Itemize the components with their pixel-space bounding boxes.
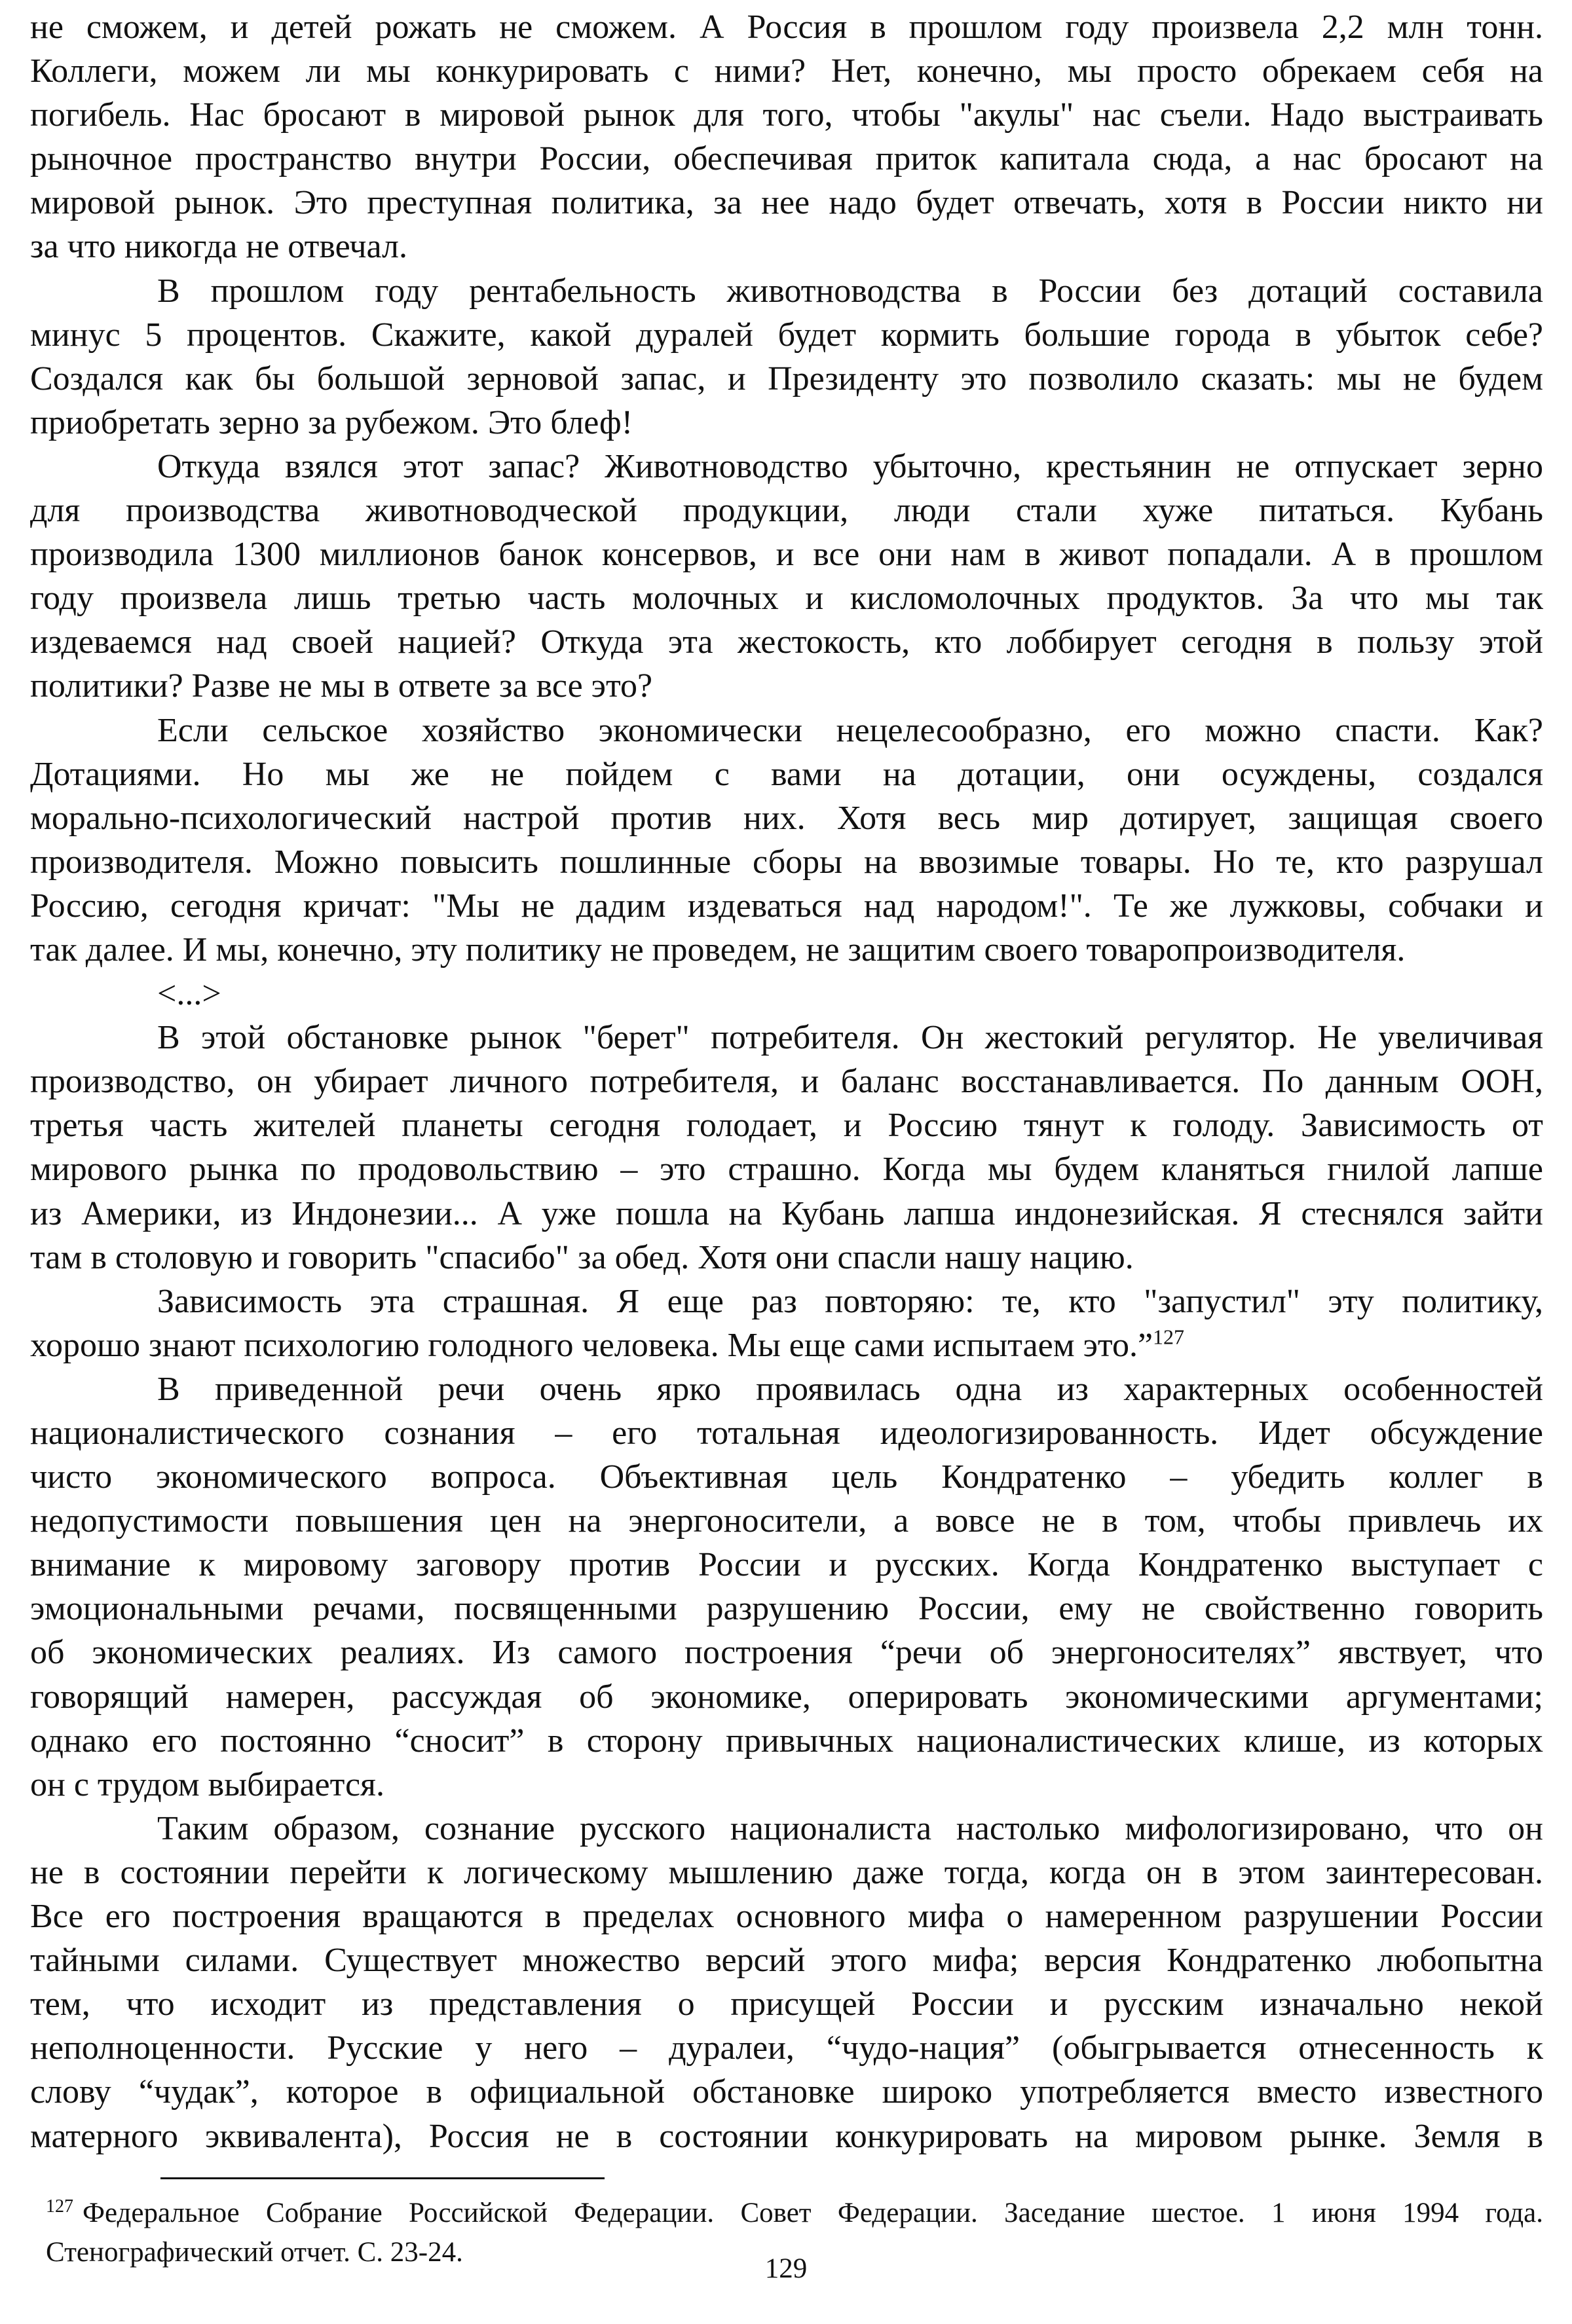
footnote-divider: [160, 2177, 605, 2179]
line-text: В приведенной речи очень ярко проявилась одна из характерных особенностей: [157, 1370, 1543, 1408]
text-line: [30, 1982, 1543, 2026]
footnote-number: 127: [46, 2196, 73, 2217]
text-line: [30, 1631, 1543, 1674]
footnote-text: Федеральное Собрание Российской Федерации. Совет Федерации. Заседание шестое. 1 июня 1994 года.: [83, 2198, 1543, 2228]
text-line: [30, 1367, 1543, 1411]
text-line: [30, 401, 1543, 445]
text-line: [30, 489, 1543, 532]
text-line: [30, 1236, 1543, 1280]
line-text: В прошлом году рентабельность животноводства в России без дотаций составила: [157, 272, 1543, 310]
line-text: издеваемся над своей нацией? Откуда эта жестокость, кто лоббирует сегодня в пользу этой: [30, 623, 1543, 661]
line-text: производителя. Можно повысить пошлинные сборы на ввозимые товары. Но те, кто разрушал: [30, 843, 1543, 881]
line-text: внимание к мировому заговору против России и русских. Когда Кондратенко выступает с: [30, 1546, 1543, 1584]
line-text: не в состоянии перейти к логическому мышлению даже тогда, когда он в этом заинтересован.: [30, 1853, 1543, 1891]
text-line: [30, 313, 1543, 357]
line-text: Таким образом, сознание русского националиста настолько мифологизировано, что он: [157, 1809, 1543, 1847]
line-text: морально-психологический настрой против них. Хотя весь мир дотирует, защищая своего: [30, 799, 1543, 837]
text-line: [30, 576, 1543, 620]
line-text: тайными силами. Существует множество версий этого мифа; версия Кондратенко любопытна: [30, 1942, 1543, 1980]
line-text: Дотациями. Но мы же не пойдем с вами на дотации, они осуждены, создался: [30, 755, 1543, 793]
footnote-text: Стенографический отчет. С. 23-24.: [46, 2237, 463, 2268]
line-text: Если сельское хозяйство экономически нецелесообразно, его можно спасти. Как?: [157, 711, 1543, 749]
line-text: чисто экономического вопроса. Объективная цель Кондратенко – убедить коллег в: [30, 1458, 1543, 1496]
text-line: [30, 884, 1543, 928]
text-line: [30, 1016, 1543, 1060]
text-line: [30, 5, 1543, 49]
line-text: погибель. Нас бросают в мировой рынок для того, чтобы "акулы" нас съели. Надо выстраивать: [30, 96, 1543, 134]
text-line: [30, 1807, 1543, 1851]
text-line: [30, 2114, 1543, 2158]
footnote-reference[interactable]: 127: [1153, 1325, 1185, 1349]
page-number: 129: [764, 2253, 808, 2284]
footnote-line: [46, 2194, 1543, 2233]
body-text: [30, 5, 1543, 2158]
line-text: приобретать зерно за рубежом. Это блеф!: [30, 403, 633, 441]
line-text: там в столовую и говорить "спасибо" за обед. Хотя они спасли нашу нацию.: [30, 1238, 1134, 1276]
text-line: [30, 796, 1543, 840]
line-text: недопустимости повышения цен на энергоносители, а вовсе не в том, чтобы привлечь их: [30, 1502, 1543, 1540]
line-text: хорошо знают психологию голодного человека. Мы еще сами испытаем это.”: [30, 1326, 1153, 1364]
text-line: [30, 1543, 1543, 1587]
line-text: производила 1300 миллионов банок консервов, и все они нам в живот попадали. А в прошлом: [30, 536, 1543, 574]
text-line: [30, 1192, 1543, 1236]
line-text: об экономических реалиях. Из самого построения “речи об энергоносителях” явствует, что: [30, 1634, 1543, 1672]
text-line: [30, 269, 1543, 313]
text-line: [30, 1147, 1543, 1191]
line-text: третья часть жителей планеты сегодня голодает, и Россию тянут к голоду. Зависимость от: [30, 1107, 1543, 1145]
text-line: [30, 225, 1543, 268]
text-line: [30, 357, 1543, 401]
line-text: не сможем, и детей рожать не сможем. А Россия в прошлом году произвела 2,2 млн тонн.: [30, 9, 1543, 46]
line-text: <...>: [157, 975, 221, 1013]
line-text: Создался как бы большой зерновой запас, и Президенту это позволило сказать: мы не будем: [30, 360, 1543, 397]
line-text: для производства животноводческой продукции, люди стали хуже питаться. Кубань: [30, 492, 1543, 530]
text-line: [30, 709, 1543, 752]
line-text: политики? Разве не мы в ответе за все это?: [30, 667, 653, 705]
line-text: он с трудом выбирается.: [30, 1765, 384, 1803]
text-line: [30, 664, 1543, 708]
paragraph: [30, 5, 1543, 269]
line-text: матерного эквивалента), Россия не в состоянии конкурировать на мировом рынке. Земля в: [30, 2117, 1543, 2155]
paragraph: [30, 1367, 1543, 1807]
line-text: националистического сознания – его тотальная идеологизированность. Идет обсуждение: [30, 1414, 1543, 1452]
text-line: [30, 1675, 1543, 1719]
text-line: [30, 93, 1543, 137]
line-text: из Америки, из Индонезии... А уже пошла на Кубань лапша индонезийская. Я стеснялся зайти: [30, 1194, 1543, 1232]
text-line: [30, 181, 1543, 225]
line-text: Россию, сегодня кричат: "Мы не дадим издеваться над народом!". Те же лужковы, собчаки и: [30, 887, 1543, 925]
text-line: [30, 2026, 1543, 2070]
text-line: [30, 49, 1543, 93]
text-line: [30, 1719, 1543, 1763]
text-line: [30, 972, 1543, 1016]
paragraph: [30, 269, 1543, 445]
line-text: рыночное пространство внутри России, обеспечивая приток капитала сюда, а нас бросают на: [30, 140, 1543, 178]
line-text: Все его построения вращаются в пределах основного мифа о намеренном разрушении России: [30, 1898, 1543, 1936]
text-line: [30, 620, 1543, 664]
line-text: неполноценности. Русские у него – дуралеи, “чудо-нация” (обыгрывается отнесенность к: [30, 2029, 1543, 2067]
text-line: [30, 1411, 1543, 1455]
line-text: однако его постоянно “сносит” в сторону привычных националистических клише, из которых: [30, 1722, 1543, 1760]
text-line: [30, 445, 1543, 489]
line-text: производство, он убирает личного потребителя, и баланс восстанавливается. По данным ООН,: [30, 1063, 1543, 1101]
line-text: Коллеги, можем ли мы конкурировать с ними? Нет, конечно, мы просто обрекаем себя на: [30, 52, 1543, 90]
text-line: [30, 840, 1543, 884]
paragraph: [30, 972, 1543, 1016]
paragraph: [30, 1280, 1543, 1367]
text-line: [30, 1499, 1543, 1543]
text-line: [30, 928, 1543, 972]
line-text: тем, что исходит из представления о присущей России и русским изначально некой: [30, 1985, 1543, 2023]
text-line: [30, 1060, 1543, 1103]
text-line: [30, 1938, 1543, 1982]
line-text: так далее. И мы, конечно, эту политику не проведем, не защитим своего товаропроизводителя.: [30, 931, 1406, 968]
line-text: эмоциональными речами, посвященными разрушению России, ему не свойственно говорить: [30, 1590, 1543, 1628]
line-text: мирового рынка по продовольствию – это страшно. Когда мы будем кланяться гнилой лапше: [30, 1151, 1543, 1189]
text-line: [30, 1323, 1543, 1367]
text-line: [30, 1587, 1543, 1631]
text-line: [30, 1763, 1543, 1807]
text-line: [30, 752, 1543, 796]
line-text: говорящий намерен, рассуждая об экономике, оперировать экономическими аргументами;: [30, 1678, 1543, 1716]
paragraph: [30, 1807, 1543, 2158]
line-text: году произвела лишь третью часть молочных и кисломолочных продуктов. За что мы так: [30, 580, 1543, 618]
text-line: [30, 532, 1543, 576]
paragraph: [30, 445, 1543, 709]
line-text: минус 5 процентов. Скажите, какой дуралей будет кормить большие города в убыток себе?: [30, 316, 1543, 354]
line-text: слову “чудак”, которое в официальной обстановке широко употребляется вместо известного: [30, 2073, 1543, 2111]
line-text: Зависимость эта страшная. Я еще раз повторяю: те, кто "запустил" эту политику,: [157, 1282, 1543, 1320]
text-line: [30, 1280, 1543, 1323]
text-line: [30, 1894, 1543, 1938]
line-text: В этой обстановке рынок "берет" потребителя. Он жестокий регулятор. Не увеличивая: [157, 1019, 1543, 1057]
text-line: [30, 2070, 1543, 2114]
text-line: [30, 1851, 1543, 1894]
line-text: мировой рынок. Это преступная политика, за нее надо будет отвечать, хотя в России никто ни: [30, 184, 1543, 222]
text-line: [30, 137, 1543, 181]
text-line: [30, 1103, 1543, 1147]
paragraph: [30, 709, 1543, 972]
text-line: [30, 1455, 1543, 1499]
paragraph: [30, 1016, 1543, 1280]
line-text: за что никогда не отвечал.: [30, 228, 407, 266]
line-text: Откуда взялся этот запас? Животноводство убыточно, крестьянин не отпускает зерно: [157, 447, 1543, 485]
